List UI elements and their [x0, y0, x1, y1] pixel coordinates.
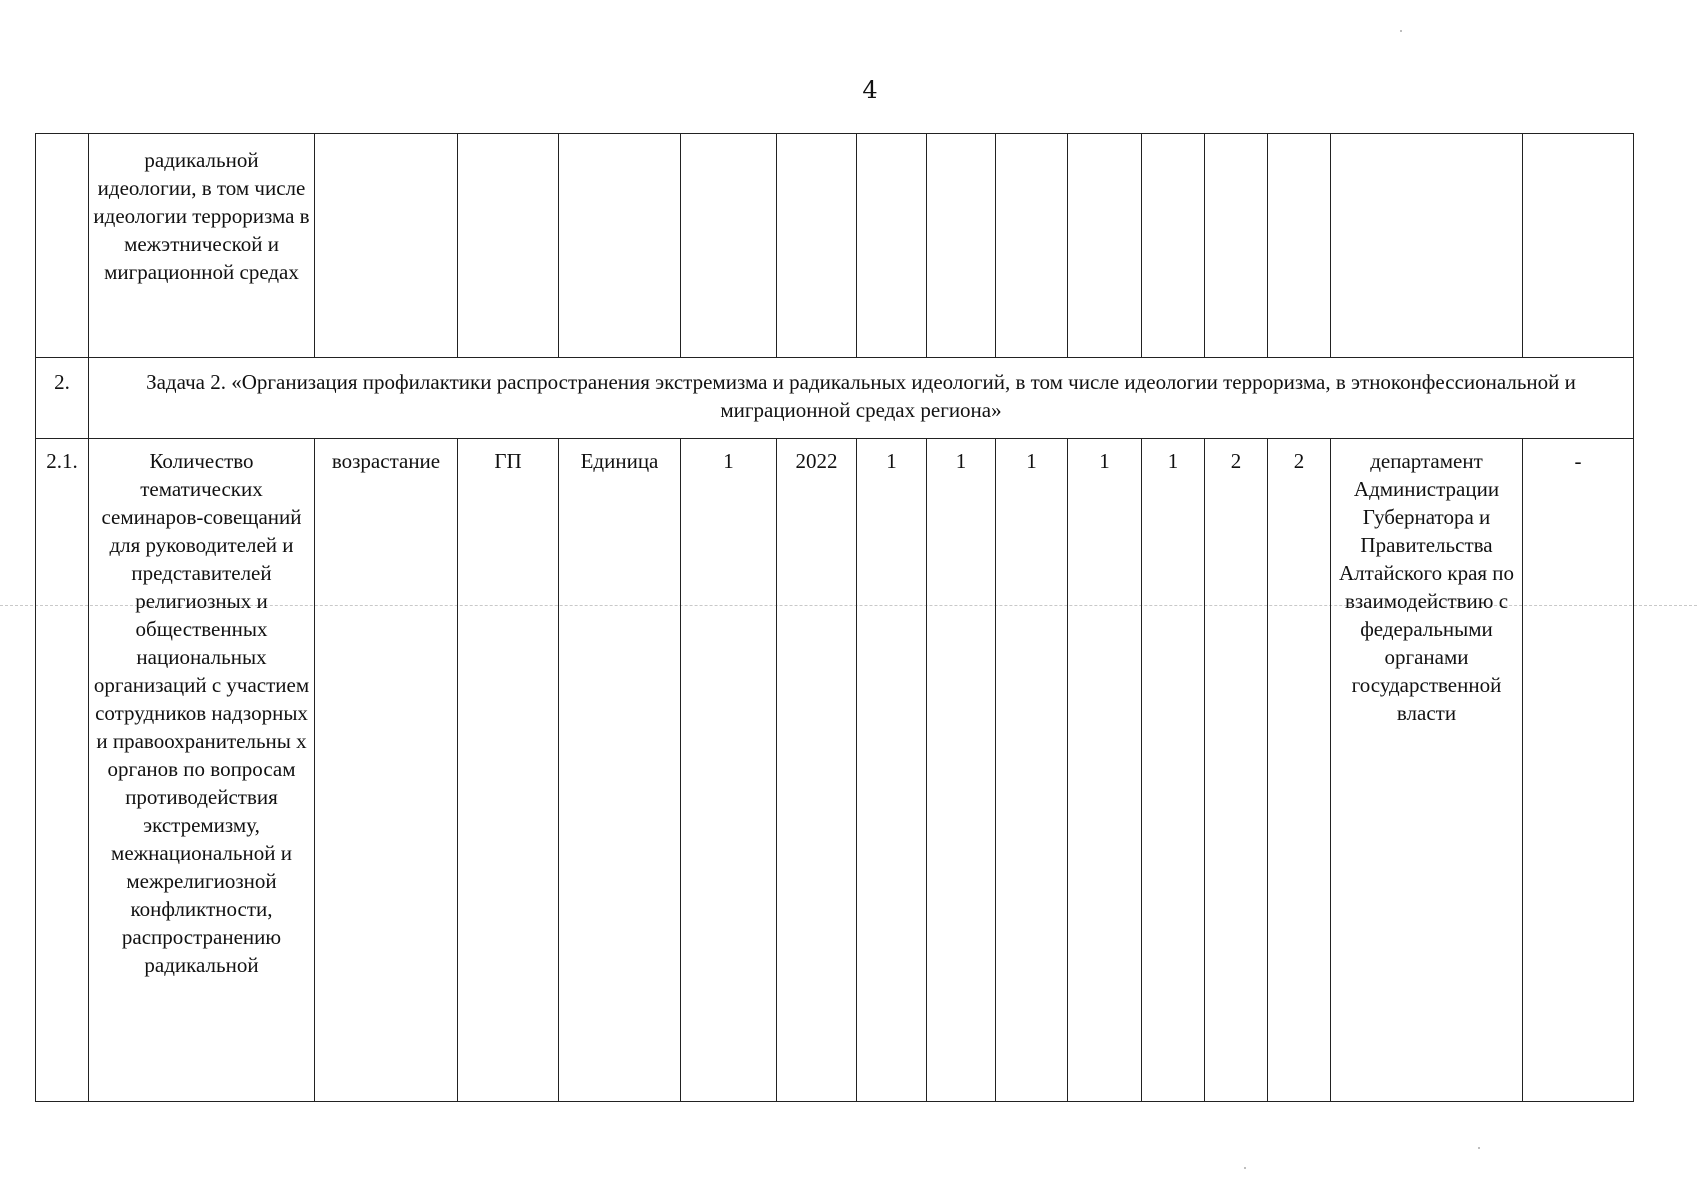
value-cell: 1	[927, 439, 996, 1102]
task-row	[36, 358, 1634, 439]
value-cell	[857, 134, 927, 358]
continuation-row	[36, 134, 1634, 358]
page-number: 4	[862, 76, 878, 104]
last-cell	[1523, 134, 1634, 358]
base-year-cell	[777, 134, 857, 358]
unit-cell: Единица	[559, 439, 681, 1102]
base-year-cell: 2022	[777, 439, 857, 1102]
value-cell: 1	[996, 439, 1068, 1102]
value-cell	[1205, 134, 1268, 358]
number-cell	[36, 134, 89, 358]
value-cell	[1142, 134, 1205, 358]
indicator-name-cell: Количество тематических семинаров-совещаний для руководителей и представителей религиозных и общественных национальных организаций с участием сотрудников надзорных и правоохранительны х органов по вопросам противодействия экстремизму, межнациональной и межрелигиозной конфликтности, распространению радикальной	[89, 439, 315, 1102]
value-cell	[927, 134, 996, 358]
unit-cell	[559, 134, 681, 358]
last-cell: -	[1523, 439, 1634, 1102]
value-cell: 1	[1068, 439, 1142, 1102]
value-cell: 2	[1205, 439, 1268, 1102]
value-cell	[996, 134, 1068, 358]
value-cell: 1	[1142, 439, 1205, 1102]
task-number-cell: 2.	[36, 358, 89, 439]
value-cell	[1068, 134, 1142, 358]
indicator-row	[36, 439, 1634, 1102]
scan-speck	[1244, 1167, 1246, 1169]
level-cell	[458, 134, 559, 358]
value-cell	[1268, 134, 1331, 358]
scan-speck	[1400, 30, 1402, 32]
responsible-cell: департамент Администрации Губернатора и Правительства Алтайского края по взаимодействию с федеральными органами государственной власти	[1331, 439, 1523, 1102]
level-cell: ГП	[458, 439, 559, 1102]
responsible-cell	[1331, 134, 1523, 358]
scan-speck	[1478, 1147, 1480, 1149]
indicators-table	[35, 133, 1634, 1102]
base-value-cell: 1	[681, 439, 777, 1102]
base-value-cell	[681, 134, 777, 358]
value-cell: 2	[1268, 439, 1331, 1102]
direction-cell: возрастание	[315, 439, 458, 1102]
indicator-number-cell: 2.1.	[36, 439, 89, 1102]
indicator-name-cell: радикальной идеологии, в том числе идеологии терроризма в межэтнической и миграционной средах	[89, 134, 315, 358]
direction-cell	[315, 134, 458, 358]
task-text-cell: Задача 2. «Организация профилактики распространения экстремизма и радикальных идеологий, в том числе идеологии терроризма, в этноконфессиональной и миграционной средах региона»	[89, 358, 1634, 439]
value-cell: 1	[857, 439, 927, 1102]
